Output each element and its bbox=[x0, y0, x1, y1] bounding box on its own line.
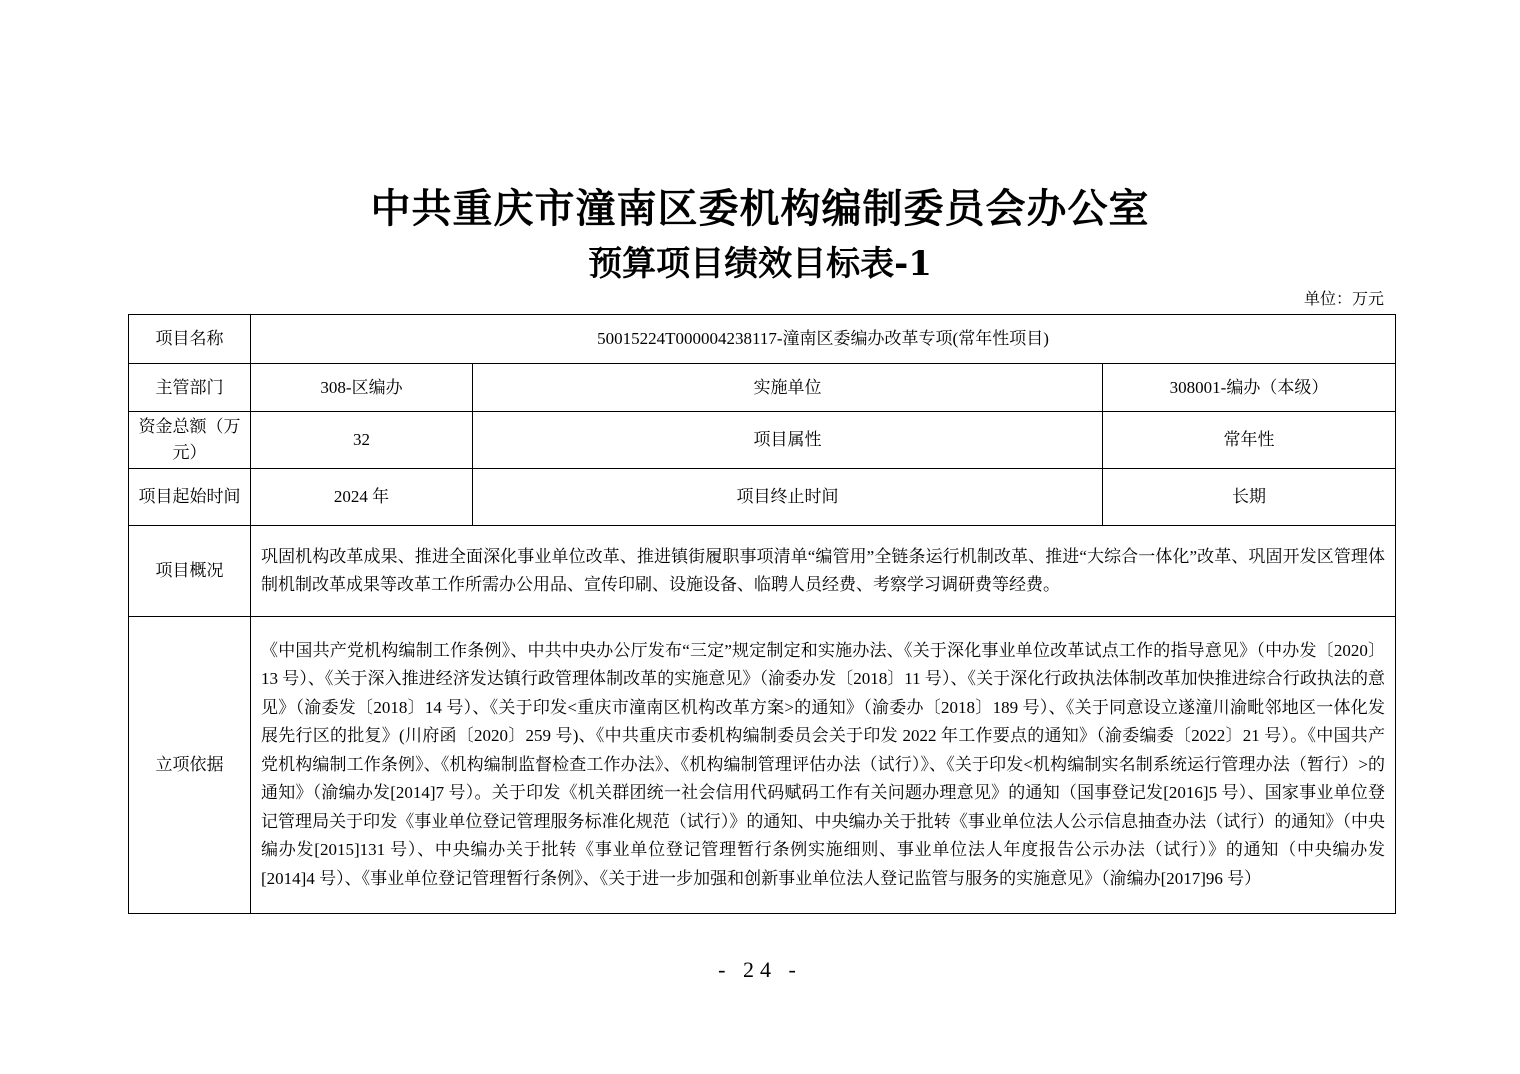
unit-label: 单位：万元 bbox=[1303, 291, 1384, 308]
overview-value: 巩固机构改革成果、推进全面深化事业单位改革、推进镇街履职事项清单“编管用”全链条运行机制改革、推进“大综合一体化”改革、巩固开发区管理体制机制改革成果等改革工作所需办公用品、宣传印刷、设施设备、临聘人员经费、考察学习调研费等经费。 bbox=[251, 526, 1396, 617]
basis-label: 立项依据 bbox=[129, 617, 251, 914]
table-row bbox=[129, 617, 1396, 914]
attr-label: 项目属性 bbox=[473, 412, 1103, 469]
budget-performance-table bbox=[128, 314, 1396, 914]
page-number: - 24 - bbox=[718, 957, 802, 982]
end-value: 长期 bbox=[1103, 469, 1396, 526]
document-subtitle: 预算项目绩效目标表-1 bbox=[588, 244, 932, 284]
basis-value: 《中国共产党机构编制工作条例》、中共中央办公厅发布“三定”规定制定和实施办法、《关于深化事业单位改革试点工作的指导意见》（中办发〔2020〕13 号）、《关于深入推进经济发达镇行政管理体制改革的实施意见》（渝委办发〔2018〕11 号）、《关于深化行政执法体制改革加快推进综合行政执法的意见》（渝委发〔2018〕14 号）、《关于印发<重庆市潼南区机构改革方案>的通知》（渝委办〔2018〕189 号）、《关于同意设立遂潼川渝毗邻地区一体化发展先行区的批复》(川府函〔2020〕259 号)、《中共重庆市委机构编制委员会关于印发 2022 年工作要点的通知》（渝委编委〔2022〕21 号）。《中国共产党机构编制工作条例》、《机构编制监督检查工作办法》、《机构编制管理评估办法（试行）》、《关于印发<机构编制实名制系统运行管理办法（暂行）>的通知》（渝编办发[2014]7 号）。关于印发《机关群团统一社会信用代码赋码工作有关问题办理意见》的通知（国事登记发[2016]5 号）、国家事业单位登记管理局关于印发《事业单位登记管理服务标准化规范（试行）》的通知、中央编办关于批转《事业单位法人公示信息抽查办法（试行）的通知》（中央编办发[2015]131 号）、中央编办关于批转《事业单位登记管理暂行条例实施细则、事业单位法人年度报告公示办法（试行）》的通知（中央编办发[2014]4 号）、《事业单位登记管理暂行条例》、《关于进一步加强和创新事业单位法人登记监管与服务的实施意见》（渝编办[2017]96 号） bbox=[251, 617, 1396, 914]
table-row bbox=[129, 526, 1396, 617]
table-row bbox=[129, 364, 1396, 412]
document-title: 中共重庆市潼南区委机构编制委员会办公室 bbox=[370, 185, 1150, 232]
end-label: 项目终止时间 bbox=[473, 469, 1103, 526]
overview-label: 项目概况 bbox=[129, 526, 251, 617]
table-row bbox=[129, 469, 1396, 526]
start-label: 项目起始时间 bbox=[129, 469, 251, 526]
fund-value: 32 bbox=[251, 412, 473, 469]
table-row bbox=[129, 315, 1396, 364]
fund-label: 资金总额（万元） bbox=[129, 412, 251, 469]
dept-label: 主管部门 bbox=[129, 364, 251, 412]
project-name-label: 项目名称 bbox=[129, 315, 251, 364]
project-name-value: 50015224T000004238117-潼南区委编办改革专项(常年性项目) bbox=[251, 315, 1396, 364]
table-row bbox=[129, 412, 1396, 469]
start-value: 2024 年 bbox=[251, 469, 473, 526]
impl-unit-value: 308001-编办（本级） bbox=[1103, 364, 1396, 412]
dept-value: 308-区编办 bbox=[251, 364, 473, 412]
attr-value: 常年性 bbox=[1103, 412, 1396, 469]
impl-unit-label: 实施单位 bbox=[473, 364, 1103, 412]
